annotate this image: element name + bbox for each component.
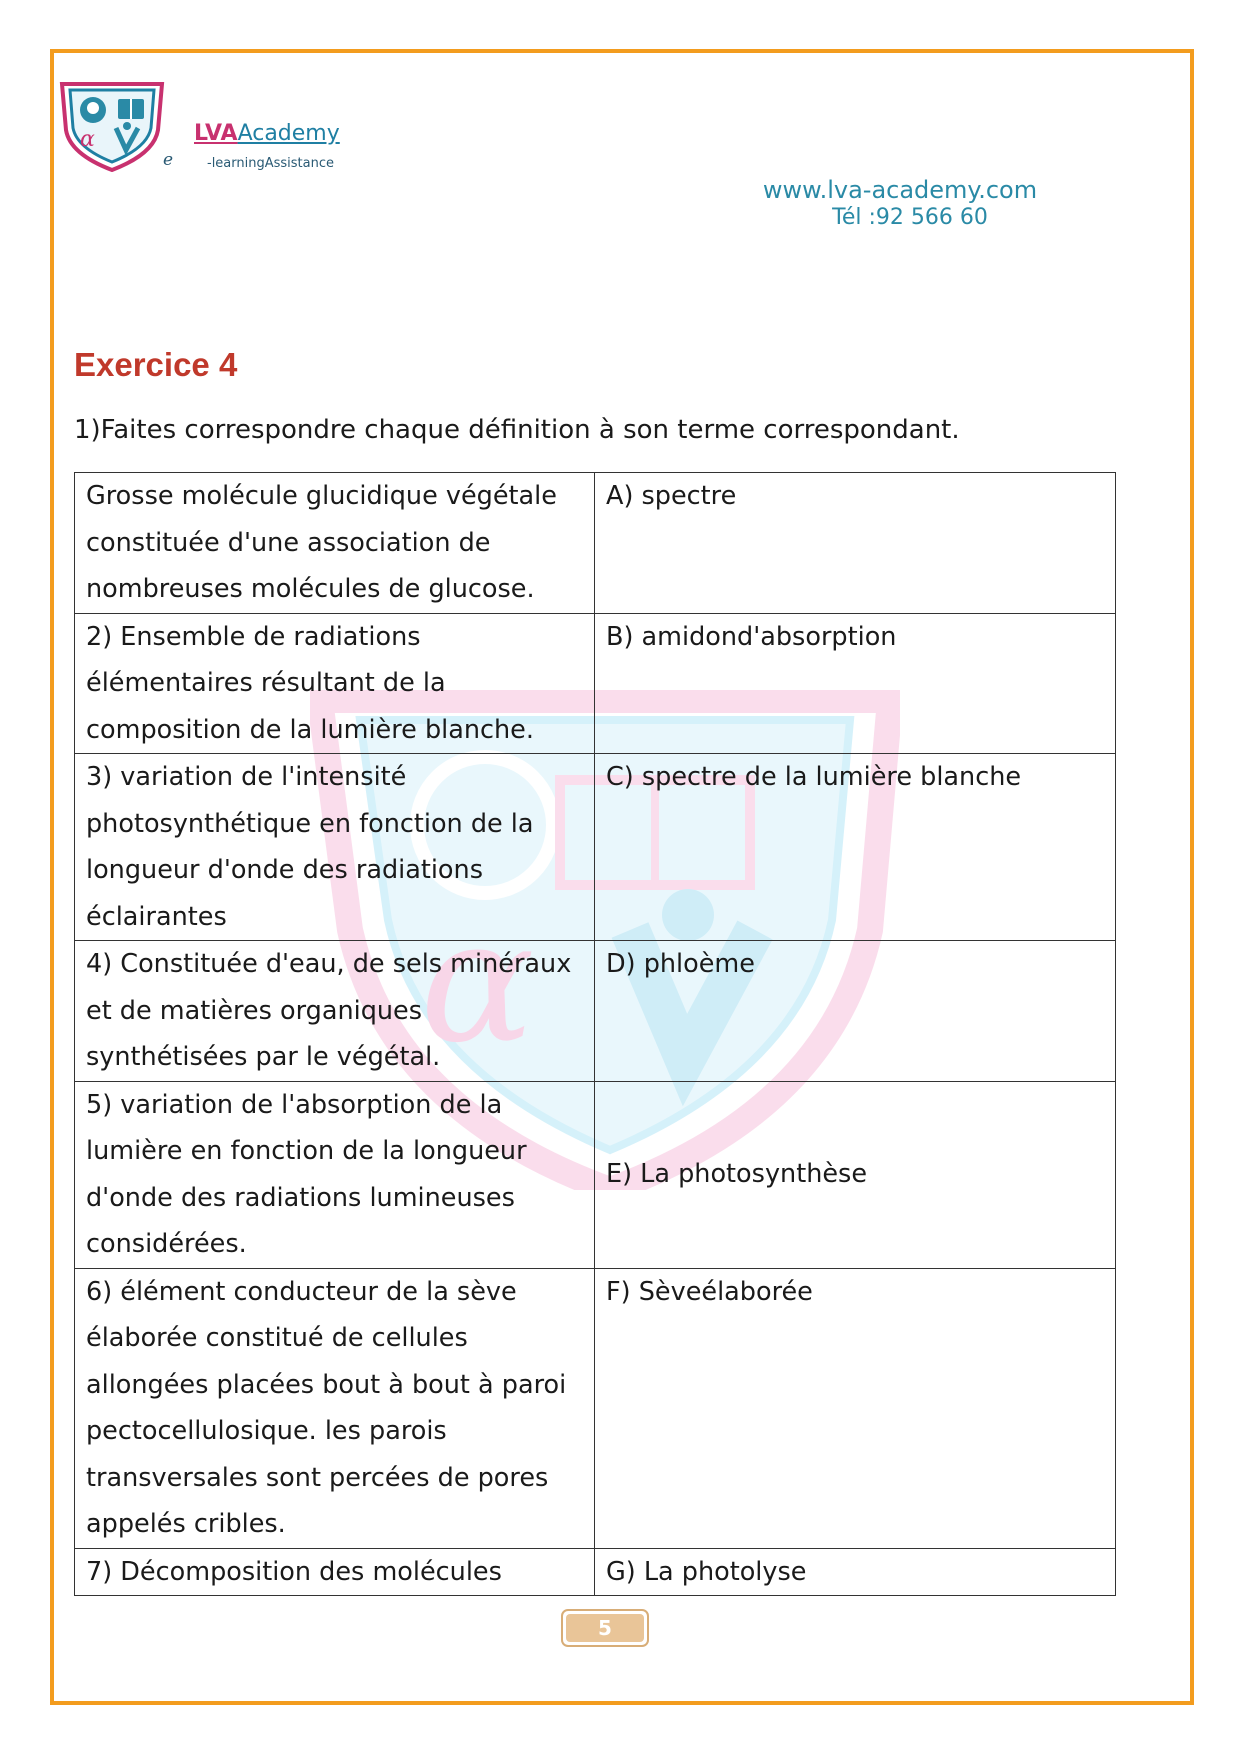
term-cell: A) spectre [595, 473, 1116, 614]
definition-cell: 4) Constituée d'eau, de sels minéraux et de matières organiques synthétisées par le végétal. [75, 941, 595, 1082]
brand-academy: Academy [237, 121, 340, 146]
term-cell: E) La photosynthèse [595, 1081, 1116, 1268]
table-row [75, 1548, 1116, 1596]
definition-cell: 7) Décomposition des molécules [75, 1548, 595, 1596]
svg-text:α: α [80, 127, 95, 152]
table-row [75, 754, 1116, 941]
table-row [75, 613, 1116, 754]
term-cell: D) phloème [595, 941, 1116, 1082]
brand-name [194, 121, 340, 147]
term-cell: C) spectre de la lumière blanche [595, 754, 1116, 941]
logo-e-mark: e [163, 150, 174, 170]
brand-tagline: -learningAssistance [207, 156, 334, 171]
table-row [75, 1268, 1116, 1548]
brand-lva: LVA [194, 121, 238, 146]
definition-cell: 2) Ensemble de radiations élémentaires résultant de la composition de la lumière blanche. [75, 613, 595, 754]
definition-cell: Grosse molécule glucidique végétale constituée d'une association de nombreuses molécules de glucose. [75, 473, 595, 614]
exercise-instruction: 1)Faites correspondre chaque définition à son terme correspondant. [74, 415, 960, 445]
definition-cell: 5) variation de l'absorption de la lumière en fonction de la longueur d'onde des radiations lumineuses considérées. [75, 1081, 595, 1268]
matching-table [74, 472, 1116, 1596]
page-number-badge [561, 1609, 649, 1647]
definition-cell: 6) élément conducteur de la sève élaborée constitué de cellules allongées placées bout à bout à paroi pectocellulosique. les parois transversales sont percées de pores appelés cribles. [75, 1268, 595, 1548]
table-row [75, 473, 1116, 614]
page-number: 5 [566, 1614, 644, 1642]
table-row [75, 1081, 1116, 1268]
shield-logo-icon [58, 80, 166, 172]
definition-cell: 3) variation de l'intensité photosynthétique en fonction de la longueur d'onde des radiations éclairantes [75, 754, 595, 941]
term-cell: F) Sèveélaborée [595, 1268, 1116, 1548]
term-cell: G) La photolyse [595, 1548, 1116, 1596]
term-cell: B) amidond'absorption [595, 613, 1116, 754]
exercise-title: Exercice 4 [74, 346, 238, 383]
table-row [75, 941, 1116, 1082]
website-link[interactable]: www.lva-academy.com [762, 176, 1038, 204]
phone-number: Tél :92 566 60 [832, 205, 988, 230]
svg-text:α: α [420, 883, 535, 1081]
